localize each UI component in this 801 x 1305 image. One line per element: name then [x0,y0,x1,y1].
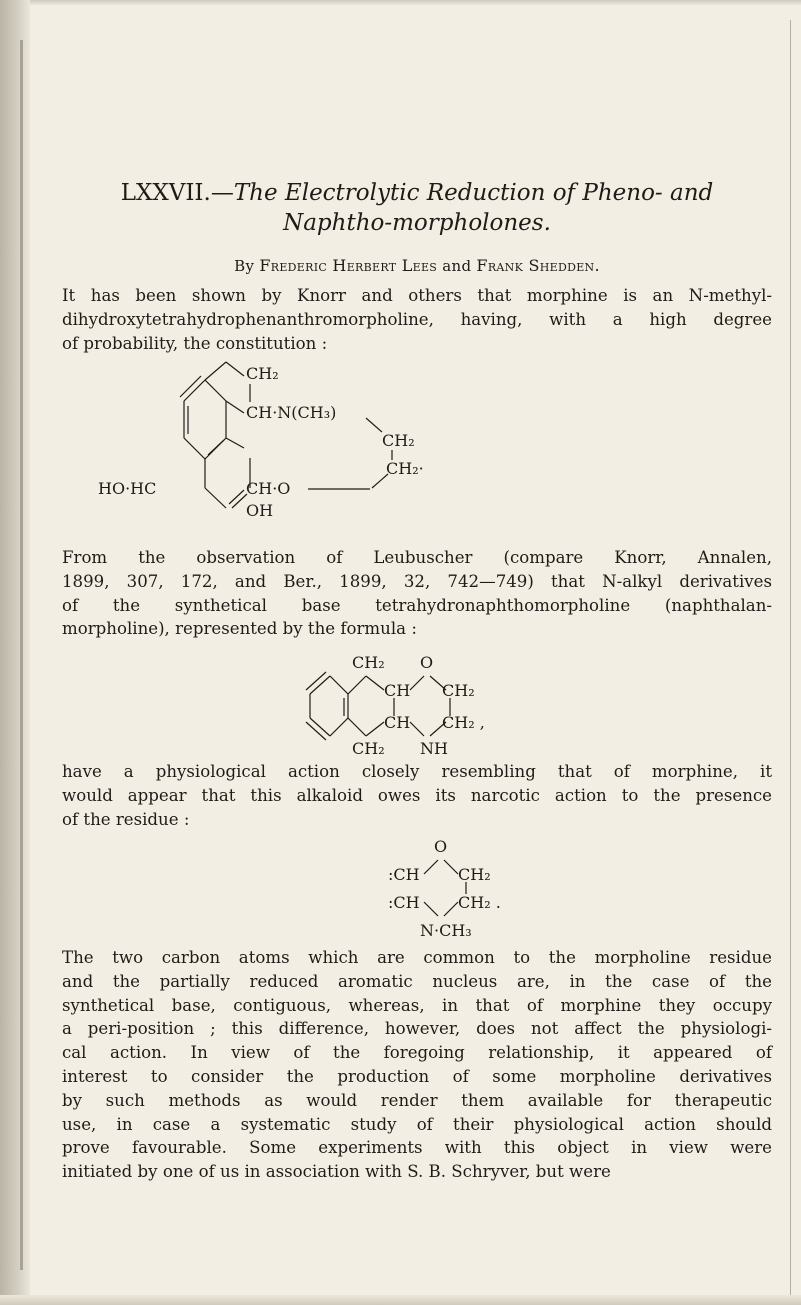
struct2-ch-lower: CH [384,713,411,732]
author-2: Frank Shedden. [476,256,600,275]
struct3-ch-upper: :CH [388,865,420,884]
struct3-ch2-upper: CH₂ [458,865,491,884]
page-bottom-edge [0,1295,801,1305]
struct2-ch2-top: CH₂ [352,653,385,672]
byline-prefix: By [234,257,255,275]
text-line: 1899, 307, 172, and Ber., 1899, 32, 742—749) that N-alkyl derivatives [62,571,772,591]
struct2-o-top: O [420,653,434,672]
text-line: From the observation of Leubuscher (compare Knorr, Annalen, [62,548,772,567]
struct3-ch-lower: :CH [388,893,420,912]
text-line: cal action. In view of the foregoing relationship, it appeared of [62,1043,772,1063]
struct2-ch2-lower: CH₂ , [442,713,485,732]
text-line: It has been shown by Knorr and others that morphine is an N-methyl- [62,286,772,305]
struct3-n: N·CH₃ [420,921,472,940]
text-line: interest to consider the production of some morpholine derivatives [62,1066,772,1086]
byline [62,256,772,275]
text-line: would appear that this alkaloid owes its narcotic action to the presence [62,785,772,805]
gutter-line [20,40,23,1270]
text-line: use, in case a systematic study of their physiological action should [62,1114,772,1134]
struct2-nh: NH [420,739,448,758]
page-binding-shadow [0,0,30,1305]
byline-conjunction: and [442,257,472,275]
text-line: dihydroxytetrahydrophenanthromorpholine, having, with a high degree [62,309,772,329]
article-number: LXXVII.— [120,180,234,206]
struct1-ch2-right: CH₂ [382,431,415,450]
morphine-structure [98,358,520,532]
text-line: The two carbon atoms which are common to the morpholine residue [62,948,772,967]
article-title [62,178,772,238]
text-line: prove favourable. Some experiments with this object in view were [62,1138,772,1158]
text-line: of the residue : [62,809,190,829]
title-line-1: The Electrolytic Reduction of Pheno- and [233,180,714,206]
text-line: of probability, the constitution : [62,333,328,353]
text-line: and the partially reduced aromatic nucleus are, in the case of the [62,971,772,991]
page-top-edge [30,0,801,6]
paragraph-3 [62,760,772,831]
page-right-edge [790,20,791,1300]
text-line: by such methods as would render them available for therapeutic [62,1090,772,1110]
struct3-o: O [434,837,448,856]
title-line-2: Naphtho-morpholones. [283,210,551,236]
text-line: have a physiological action closely resembling that of morphine, it [62,762,772,781]
paragraph-4 [62,946,772,1184]
text-line: morpholine), represented by the formula : [62,619,417,639]
struct1-ch2-top: CH₂ [246,364,279,383]
struct2-ch-upper: CH [384,681,411,700]
text-line: initiated by one of us in association with S. B. Schryver, but were [62,1162,611,1182]
struct1-oh: OH [246,501,274,520]
paragraph-1 [62,284,772,355]
struct1-hohc: HO·HC [98,479,157,498]
naphthomorpholine-structure [300,648,560,762]
struct2-ch2-bottom: CH₂ [352,739,385,758]
struct1-ch-n: CH·N(CH₃) [246,403,337,422]
struct3-ch2-lower: CH₂ . [458,893,501,912]
paragraph-2 [62,546,772,641]
text-line: synthetical base, contiguous, whereas, in that of morphine they occupy [62,995,772,1015]
struct1-ch2-right2: CH₂· [386,459,424,478]
struct1-ch-o: CH·O [246,479,291,498]
text-line: of the synthetical base tetrahydronaphthomorpholine (naphthalan- [62,595,772,615]
text-line: a peri-position ; this difference, however, does not affect the physiologi- [62,1019,772,1039]
struct2-ch2-upper: CH₂ [442,681,475,700]
morpholine-residue-structure [362,832,582,946]
author-1: Frederic Herbert Lees [259,256,438,275]
